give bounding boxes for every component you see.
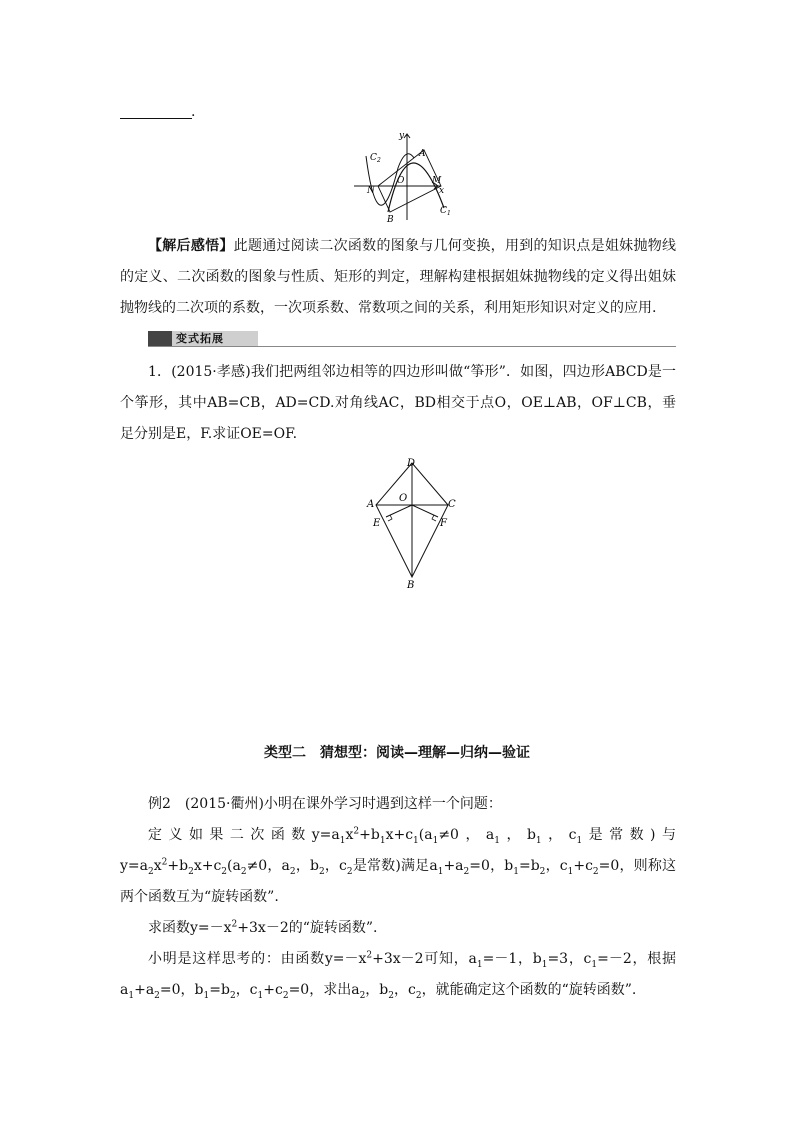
label-b: B [387, 215, 394, 225]
label-c1: C [440, 206, 447, 216]
example2-source: (2015·衢州)小明在课外学习时遇到这样一个问题： [184, 796, 502, 812]
label-n: N [367, 186, 375, 196]
reflection-label: 【解后感悟】 [148, 238, 234, 254]
exercise1-paragraph: 1．(2015·孝感)我们把两组邻边相等的四边形叫做“筝形”．如图，四边形ABCD是一个筝形，其中AB=CB，AD=CD.对角线AC，BD相交于点O，OE⊥AB，OF⊥CB，垂足分别是E，F.求证OE=OF. [120, 364, 676, 442]
label-e: E [373, 518, 381, 529]
label-y: y [399, 131, 405, 141]
label-a: A [419, 149, 426, 159]
label-f: F [440, 518, 447, 529]
example2-definition: 定义如果二次函数$y=a_1x^2+b_1x+c_1(a_1\ne 0$，$a_1$，$b_1$，$c_1$是常数)与$y=a_2x^2+b_2x+c_2(a_2\ne 0$，$a_2$，$b_2$，$c_2$是常数)满足$a_1+a_2=0$，$b_1=b_2$，$c_1+c_2=0$，则称这两个函数互为“旋转函数”. [120, 826, 677, 905]
blank-period: . [191, 104, 196, 120]
answer-blank [120, 104, 192, 119]
parabola-figure [348, 128, 451, 225]
label-b: B [407, 580, 415, 591]
example2-label: 例2 [148, 796, 171, 812]
label-x: x [439, 186, 445, 196]
curve-c1 [388, 163, 444, 212]
example2-question: 求函数$y=-x^2+3x-2$的“旋转函数”. [148, 919, 378, 936]
label-c2-sub: 2 [377, 157, 381, 164]
reflection-text: 此题通过阅读二次函数的图象与几何变换，用到的知识点是姐妹抛物线的定义、二次函数的图象与性质、矩形的判定，理解构建根据姐妹抛物线的定义得出姐妹抛物线的二次项的系数，一次项系数、常数项之间的关系，利用矩形知识对定义的应用. [120, 238, 677, 316]
example2-intro [120, 789, 676, 820]
label-c2: C [370, 153, 377, 163]
section-label: 变式拓展 [176, 332, 224, 345]
label-m: M [432, 176, 442, 186]
label-c: C [448, 499, 456, 510]
label-a: A [367, 499, 375, 510]
label-d: D [407, 458, 416, 469]
type2-heading: 类型二 猜想型：阅读—理解—归纳—验证 [264, 745, 530, 761]
section-bar [148, 331, 258, 347]
label-o: O [399, 493, 408, 504]
label-c1-sub: 1 [447, 210, 451, 217]
kite-figure [366, 455, 462, 590]
label-o: O [397, 176, 405, 186]
example2-thinking: 小明是这样思考的：由函数$y=-x^2+3x-2$可知，$a_1=-1$，$b_1=3$，$c_1=-2$，根据$a_1+a_2=0$，$b_1=b_2$，$c_1+c_2=0$，求出$a_2$，$b_2$，$c_2$，就能确定这个函数的“旋转函数”. [120, 950, 676, 1001]
reflection-paragraph [120, 231, 676, 324]
